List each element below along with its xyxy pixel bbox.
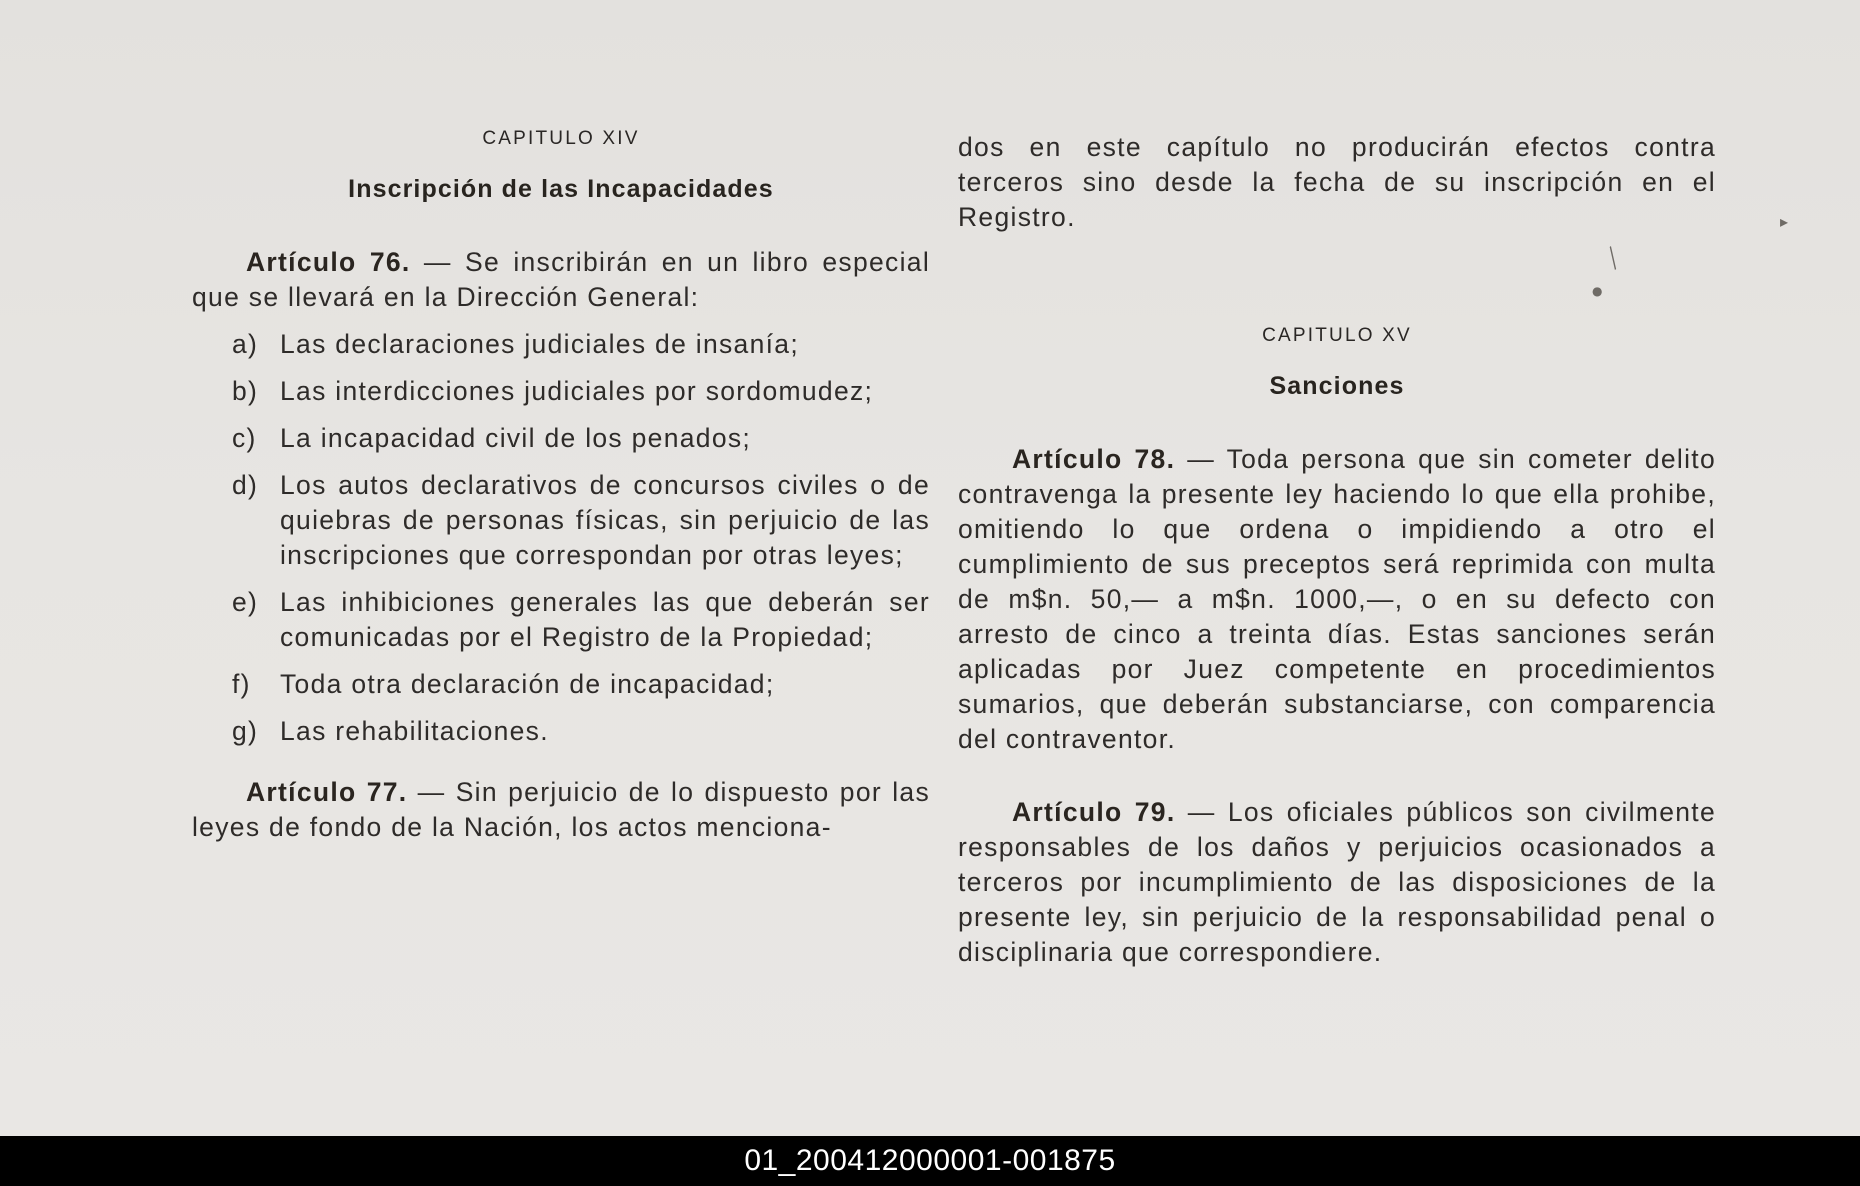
- article-79-text: — Los oficiales públicos son civilmente responsables de los daños y perjuicios ocasionados a terceros por incumplimiento de las disposiciones de la presente ley, sin perjuicio de la responsabilidad penal o disciplinaria que correspondiere.: [958, 797, 1716, 967]
- article-76-label: Artículo 76.: [246, 247, 411, 277]
- list-item-letter: e): [232, 587, 259, 617]
- article-79-label: Artículo 79.: [1012, 797, 1176, 827]
- article-78: [958, 442, 1716, 757]
- article-77: [192, 775, 930, 845]
- list-item-letter: d): [232, 470, 259, 500]
- list-item-letter: f): [232, 669, 251, 699]
- list-item-text: Los autos declarativos de concursos civiles o de quiebras de personas físicas, sin perjuicio de las inscripciones que correspondan por otras leyes;: [280, 470, 930, 570]
- list-item-letter: b): [232, 376, 259, 406]
- image-id-footer: 01_200412000001-001875: [0, 1136, 1860, 1186]
- list-item: [192, 468, 930, 573]
- article-77-text: — Sin perjuicio de lo dispuesto por las leyes de fondo de la Nación, los actos menciona-: [192, 777, 930, 842]
- speck-mark: ╱: [1602, 246, 1625, 271]
- article-78-text: — Toda persona que sin cometer delito contravenga la presente ley haciendo lo que ella prohibe, omitiendo lo que ordena o impidiendo a otro el cumplimiento de sus preceptos será reprimida con multa de m$n. 50,— a m$n. 1000,—, o en su defecto con arresto de cinco a treinta días. Estas sanciones serán aplicadas por Juez competente en procedimientos sumarios, que deberán substanciarse, con comparencia del contraventor.: [958, 444, 1716, 754]
- chapter-label-xv: CAPITULO XV: [1262, 325, 1412, 346]
- list-item-text: Las inhibiciones generales las que deberán ser comunicadas por el Registro de la Propiedad;: [280, 587, 930, 652]
- list-item: [192, 421, 930, 456]
- list-item: [192, 585, 930, 655]
- article-78-label: Artículo 78.: [1012, 444, 1176, 474]
- list-item-text: Toda otra declaración de incapacidad;: [280, 669, 775, 699]
- article-77-continuation: dos en este capítulo no producirán efectos contra terceros sino desde la fecha de su inscripción en el Registro.: [958, 132, 1716, 232]
- article-77-label: Artículo 77.: [246, 777, 408, 807]
- list-item-letter: a): [232, 329, 259, 359]
- list-item: [192, 327, 930, 362]
- chapter-label-xiv: CAPITULO XIV: [482, 128, 640, 149]
- list-item: [192, 374, 930, 409]
- speck-mark: ▸: [1780, 212, 1789, 231]
- article-76: [192, 245, 930, 315]
- chapter-title-incapacidades: Inscripción de las Incapacidades: [348, 175, 774, 203]
- list-item-text: Las rehabilitaciones.: [280, 716, 549, 746]
- article-76-list: [192, 327, 930, 749]
- list-item-text: Las declaraciones judiciales de insanía;: [280, 329, 799, 359]
- list-item: [192, 667, 930, 702]
- list-item-letter: c): [232, 423, 257, 453]
- article-79: [958, 795, 1716, 970]
- right-column: [958, 130, 1716, 970]
- left-column: [192, 124, 930, 845]
- list-item-text: Las interdicciones judiciales por sordomudez;: [280, 376, 874, 406]
- list-item: [192, 714, 930, 749]
- list-item-text: La incapacidad civil de los penados;: [280, 423, 752, 453]
- article-76-text: — Se inscribirán en un libro especial que se llevará en la Dirección General:: [192, 247, 931, 312]
- speck-mark: ●: [1592, 284, 1603, 298]
- chapter-title-sanciones: Sanciones: [1269, 372, 1405, 400]
- list-item-letter: g): [232, 716, 259, 746]
